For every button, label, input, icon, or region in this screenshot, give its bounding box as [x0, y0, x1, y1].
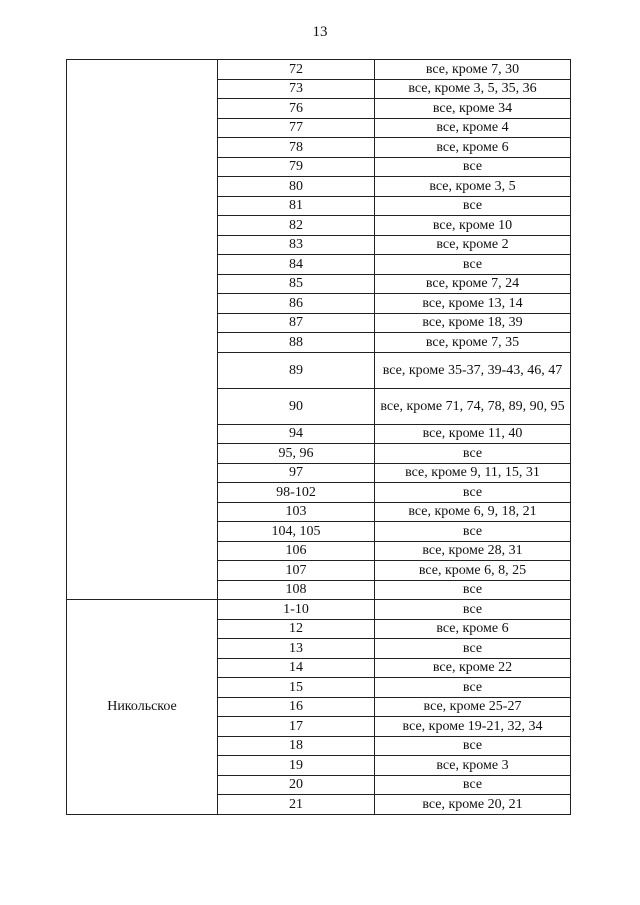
- house-number-cell: 81: [218, 196, 375, 216]
- house-number-cell: 97: [218, 463, 375, 483]
- address-table: [66, 59, 571, 815]
- house-number-cell: 104, 105: [218, 522, 375, 542]
- house-number-cell: 87: [218, 313, 375, 333]
- house-number-cell: 76: [218, 99, 375, 119]
- house-number-cell: 98-102: [218, 483, 375, 503]
- house-number-cell: 78: [218, 138, 375, 158]
- apartments-cell: все: [375, 580, 571, 600]
- house-number-cell: 108: [218, 580, 375, 600]
- apartments-cell: все: [375, 157, 571, 177]
- page-number: 13: [312, 24, 328, 40]
- apartments-cell: все, кроме 6, 9, 18, 21: [375, 502, 571, 522]
- apartments-cell: все, кроме 18, 39: [375, 313, 571, 333]
- apartments-cell: все, кроме 71, 74, 78, 89, 90, 95: [375, 388, 571, 424]
- apartments-cell: все, кроме 34: [375, 99, 571, 119]
- apartments-cell: все, кроме 7, 30: [375, 60, 571, 80]
- apartments-cell: все, кроме 22: [375, 658, 571, 678]
- apartments-cell: все: [375, 522, 571, 542]
- apartments-cell: все, кроме 35-37, 39-43, 46, 47: [375, 352, 571, 388]
- apartments-cell: все: [375, 639, 571, 659]
- apartments-cell: все, кроме 19-21, 32, 34: [375, 717, 571, 737]
- house-number-cell: 94: [218, 424, 375, 444]
- apartments-cell: все, кроме 3: [375, 756, 571, 776]
- house-number-cell: 20: [218, 775, 375, 795]
- house-number-cell: 19: [218, 756, 375, 776]
- house-number-cell: 86: [218, 294, 375, 314]
- apartments-cell: все, кроме 20, 21: [375, 795, 571, 815]
- apartments-cell: все, кроме 6: [375, 138, 571, 158]
- apartments-cell: все: [375, 600, 571, 620]
- table-row: [67, 60, 571, 80]
- house-number-cell: 79: [218, 157, 375, 177]
- house-number-cell: 73: [218, 79, 375, 99]
- house-number-cell: 103: [218, 502, 375, 522]
- apartments-cell: все, кроме 13, 14: [375, 294, 571, 314]
- house-number-cell: 15: [218, 678, 375, 698]
- apartments-cell: все: [375, 736, 571, 756]
- address-table-body: [67, 60, 571, 815]
- house-number-cell: 85: [218, 274, 375, 294]
- apartments-cell: все: [375, 196, 571, 216]
- house-number-cell: 106: [218, 541, 375, 561]
- apartments-cell: все, кроме 7, 24: [375, 274, 571, 294]
- apartments-cell: все, кроме 25-27: [375, 697, 571, 717]
- house-number-cell: 1-10: [218, 600, 375, 620]
- house-number-cell: 72: [218, 60, 375, 80]
- settlement-cell: Никольское: [67, 600, 218, 815]
- apartments-cell: все, кроме 28, 31: [375, 541, 571, 561]
- house-number-cell: 77: [218, 118, 375, 138]
- table-row: [67, 600, 571, 620]
- house-number-cell: 13: [218, 639, 375, 659]
- house-number-cell: 17: [218, 717, 375, 737]
- apartments-cell: все, кроме 6, 8, 25: [375, 561, 571, 581]
- house-number-cell: 89: [218, 352, 375, 388]
- apartments-cell: все: [375, 444, 571, 464]
- house-number-cell: 12: [218, 619, 375, 639]
- house-number-cell: 18: [218, 736, 375, 756]
- house-number-cell: 16: [218, 697, 375, 717]
- house-number-cell: 82: [218, 216, 375, 236]
- apartments-cell: все, кроме 4: [375, 118, 571, 138]
- apartments-cell: все, кроме 11, 40: [375, 424, 571, 444]
- house-number-cell: 21: [218, 795, 375, 815]
- apartments-cell: все, кроме 3, 5, 35, 36: [375, 79, 571, 99]
- house-number-cell: 95, 96: [218, 444, 375, 464]
- apartments-cell: все, кроме 3, 5: [375, 177, 571, 197]
- house-number-cell: 14: [218, 658, 375, 678]
- apartments-cell: все: [375, 775, 571, 795]
- apartments-cell: все: [375, 678, 571, 698]
- apartments-cell: все, кроме 9, 11, 15, 31: [375, 463, 571, 483]
- apartments-cell: все, кроме 10: [375, 216, 571, 236]
- house-number-cell: 84: [218, 255, 375, 275]
- house-number-cell: 80: [218, 177, 375, 197]
- apartments-cell: все: [375, 483, 571, 503]
- apartments-cell: все, кроме 2: [375, 235, 571, 255]
- house-number-cell: 83: [218, 235, 375, 255]
- house-number-cell: 90: [218, 388, 375, 424]
- apartments-cell: все: [375, 255, 571, 275]
- house-number-cell: 107: [218, 561, 375, 581]
- apartments-cell: все, кроме 7, 35: [375, 333, 571, 353]
- apartments-cell: все, кроме 6: [375, 619, 571, 639]
- settlement-cell: [67, 60, 218, 600]
- house-number-cell: 88: [218, 333, 375, 353]
